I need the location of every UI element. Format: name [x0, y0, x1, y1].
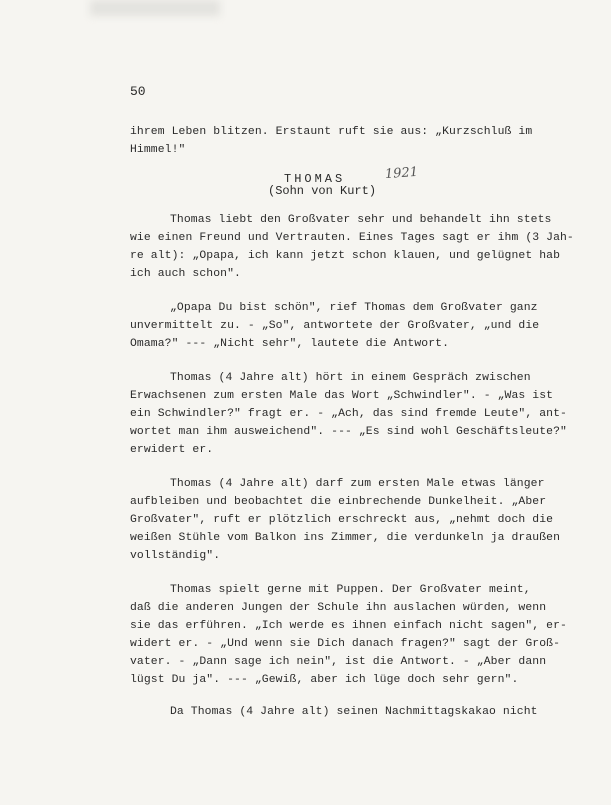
text-line: unvermittelt zu. - „So", antwortete der Großvater, „und die [130, 320, 540, 332]
page-number: 50 [130, 84, 146, 99]
text-line: Thomas liebt den Großvater sehr und behandelt ihn stets [170, 214, 552, 226]
text-line: aufbleiben und beobachtet die einbrechende Dunkelheit. „Aber [130, 496, 547, 508]
handwritten-year: 1921 [384, 164, 419, 183]
text-line: wie einen Freund und Vertrauten. Eines Tages sagt er ihm (3 Jah- [130, 232, 574, 244]
text-line: Erwachsenen zum ersten Male das Wort „Schwindler". - „Was ist [130, 390, 554, 402]
section-title: THOMAS [284, 172, 346, 186]
text-line: Da Thomas (4 Jahre alt) seinen Nachmittagskakao nicht [170, 706, 538, 718]
scan-smudge [90, 0, 220, 16]
text-line: Omama?" --- „Nicht sehr", lautete die Antwort. [130, 338, 450, 350]
text-line: Thomas spielt gerne mit Puppen. Der Großvater meint, [170, 584, 531, 596]
text-line: daß die anderen Jungen der Schule ihn auslachen würden, wenn [130, 602, 547, 614]
text-line: ihrem Leben blitzen. Erstaunt ruft sie aus: „Kurzschluß im [130, 126, 533, 138]
text-line: Thomas (4 Jahre alt) hört in einem Gespräch zwischen [170, 372, 531, 384]
section-subtitle: (Sohn von Kurt) [268, 184, 377, 198]
text-line: „Opapa Du bist schön", rief Thomas dem Großvater ganz [170, 302, 538, 314]
text-line: Großvater", ruft er plötzlich erschreckt aus, „nehmt doch die [130, 514, 554, 526]
text-line: vollständig". [130, 550, 221, 562]
text-line: Thomas (4 Jahre alt) darf zum ersten Male etwas länger [170, 478, 545, 490]
text-line: ich auch schon". [130, 268, 241, 280]
text-line: widert er. - „Und wenn sie Dich danach fragen?" sagt der Groß- [130, 638, 561, 650]
text-line: ein Schwindler?" fragt er. - „Ach, das sind fremde Leute", ant- [130, 408, 567, 420]
text-line: lügst Du ja". --- „Gewiß, aber ich lüge doch sehr gern". [130, 674, 519, 686]
text-line: Himmel!" [130, 144, 186, 156]
text-line: wortet man ihm ausweichend". --- „Es sind wohl Geschäftsleute?" [130, 426, 567, 438]
text-line: re alt): „Opapa, ich kann jetzt schon klauen, und gelügnet hab [130, 250, 561, 262]
text-line: erwidert er. [130, 444, 214, 456]
text-line: sie das erführen. „Ich werde es ihnen einfach nicht sagen", er- [130, 620, 567, 632]
text-line: weißen Stühle vom Balkon ins Zimmer, die verdunkeln ja draußen [130, 532, 561, 544]
text-line: vater. - „Dann sage ich nein", ist die Antwort. - „Aber dann [130, 656, 547, 668]
